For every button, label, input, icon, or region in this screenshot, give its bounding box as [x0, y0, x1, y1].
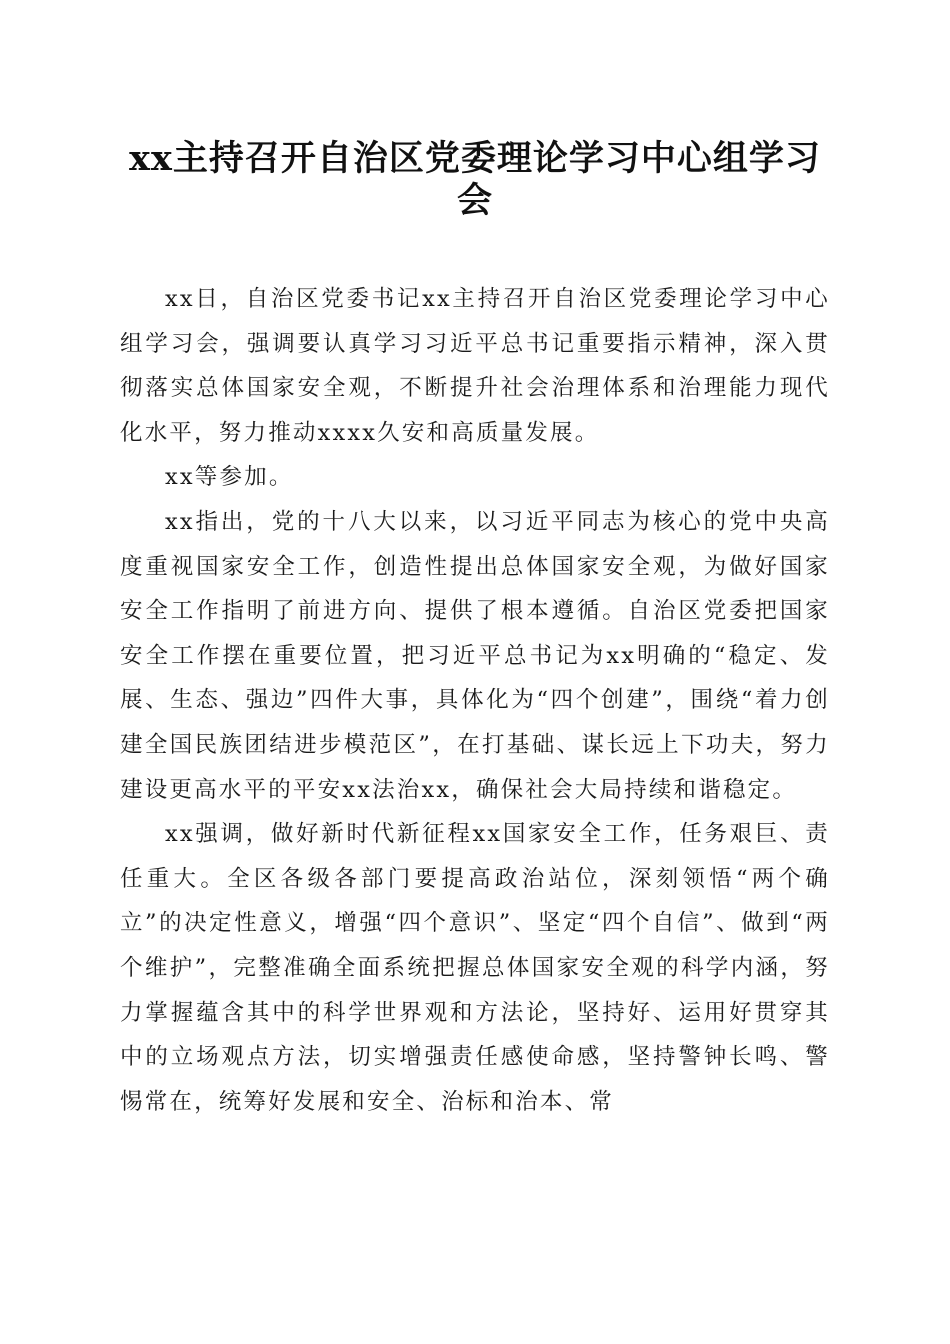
- paragraph: xx强调，做好新时代新征程xx国家安全工作，任务艰巨、责任重大。全区各级各部门要提高政治站位，深刻领悟“两个确立”的决定性意义，增强“四个意识”、坚定“四个自信”、做到“两个维护”，完整准确全面系统把握总体国家安全观的科学内涵，努力掌握蕴含其中的科学世界观和方法论，坚持好、运用好贯穿其中的立场观点方法，切实增强责任感使命感，坚持警钟长鸣、警惕常在，统筹好发展和安全、治标和治本、常: [120, 821, 830, 1115]
- document-body: [120, 277, 830, 1124]
- paragraph: xx等参加。: [165, 464, 294, 491]
- paragraph: xx日，自治区党委书记xx主持召开自治区党委理论学习中心组学习会，强调要认真学习习近平总书记重要指示精神，深入贯彻落实总体国家安全观，不断提升社会治理体系和治理能力现代化水平，努力推动xxxx久安和高质量发展。: [120, 286, 830, 446]
- paragraph: xx指出，党的十八大以来，以习近平同志为核心的党中央高度重视国家安全工作，创造性提出总体国家安全观，为做好国家安全工作指明了前进方向、提供了根本遵循。自治区党委把国家安全工作摆在重要位置，把习近平总书记为xx明确的“稳定、发展、生态、强边”四件大事，具体化为“四个创建”，围绕“着力创建全国民族团结进步模范区”，在打基础、谋长远上下功夫，努力建设更高水平的平安xx法治xx，确保社会大局持续和谐稳定。: [120, 508, 830, 803]
- document-title: xx主持召开自治区党委理论学习中心组学习会: [129, 138, 821, 221]
